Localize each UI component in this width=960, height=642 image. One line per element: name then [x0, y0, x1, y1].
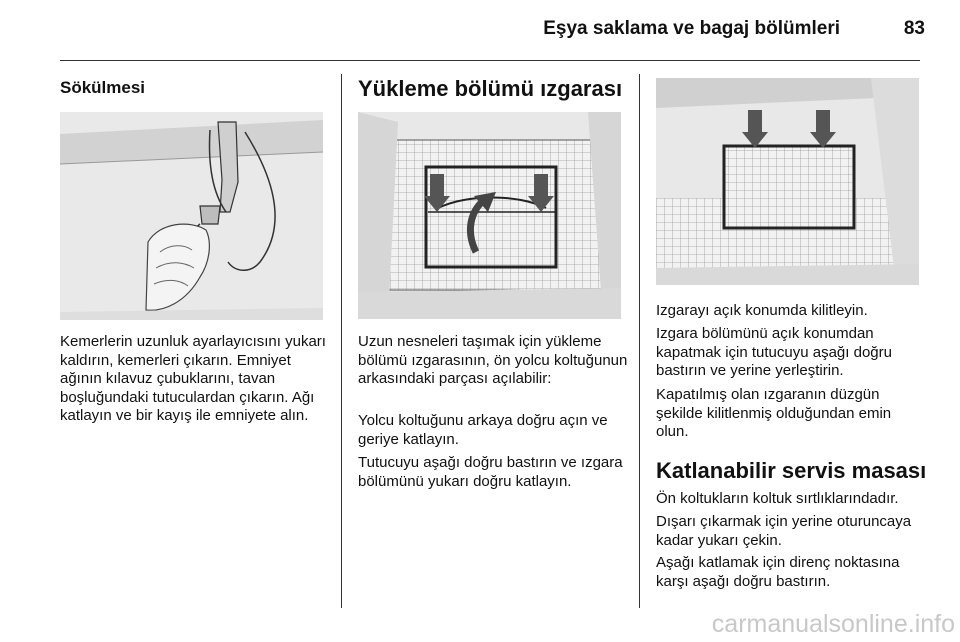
grille-step-fold-seat: Yolcu koltuğunu arkaya doğru açın ve geriye katlayın.: [358, 412, 608, 448]
lock-grille-open-text: Izgarayı açık konumda kilitleyin.: [656, 302, 868, 319]
heading-removal: Sökülmesi: [60, 78, 146, 97]
service-table-location-text: Ön koltukların koltuk sırtlıklarındadır.: [656, 490, 899, 507]
page-number: 83: [903, 18, 925, 39]
illustration-grille-locked: [656, 78, 919, 285]
illustration-grille-opening: [358, 112, 621, 319]
service-table-fold-down-text: Aşağı katlamak için direnç noktasına karşı aşağı doğru bastırın.: [656, 554, 900, 590]
close-grille-text: Izgara bölümünü açık konumdan kapatmak için tutucuyu aşağı doğru bastırın ve yerine yerleştirin.: [656, 325, 892, 379]
grille-step-press-holder: Tutucuyu aşağı doğru bastırın ve ızgara bölümünü yukarı doğru katlayın.: [358, 454, 623, 490]
removal-instructions: Kemerlerin uzunluk ayarlayıcısını yukarı kaldırın, kemerleri çıkarın. Emniyet ağının kılavuz çubuklarını, tavan boşluğundaki tutuculardan çıkarın. Ağı katlayın ve bir kayış ile emniyete alın.: [60, 333, 326, 424]
grille-intro-text: Uzun nesneleri taşımak için yükleme bölümü ızgarasının, ön yolcu koltuğunun arkasındaki parçası açılabilir:: [358, 333, 628, 387]
column-divider-right: [639, 74, 640, 608]
illustration-safety-net-removal: [60, 112, 323, 320]
watermark-url: carmanualsonline.info: [711, 610, 955, 638]
heading-folding-service-table: Katlanabilir servis masası: [656, 458, 927, 483]
page-section-title: Eşya saklama ve bagaj bölümleri: [543, 18, 840, 39]
heading-load-compartment-grille: Yükleme bölümü ızgarası: [358, 76, 623, 101]
column-divider-left: [341, 74, 342, 608]
service-table-pull-out-text: Dışarı çıkarmak için yerine oturuncaya kadar yukarı çekin.: [656, 513, 912, 549]
header-divider: [60, 60, 920, 61]
check-lock-text: Kapatılmış olan ızgaranın düzgün şekilde kilitlenmiş olduğundan emin olun.: [656, 386, 892, 440]
